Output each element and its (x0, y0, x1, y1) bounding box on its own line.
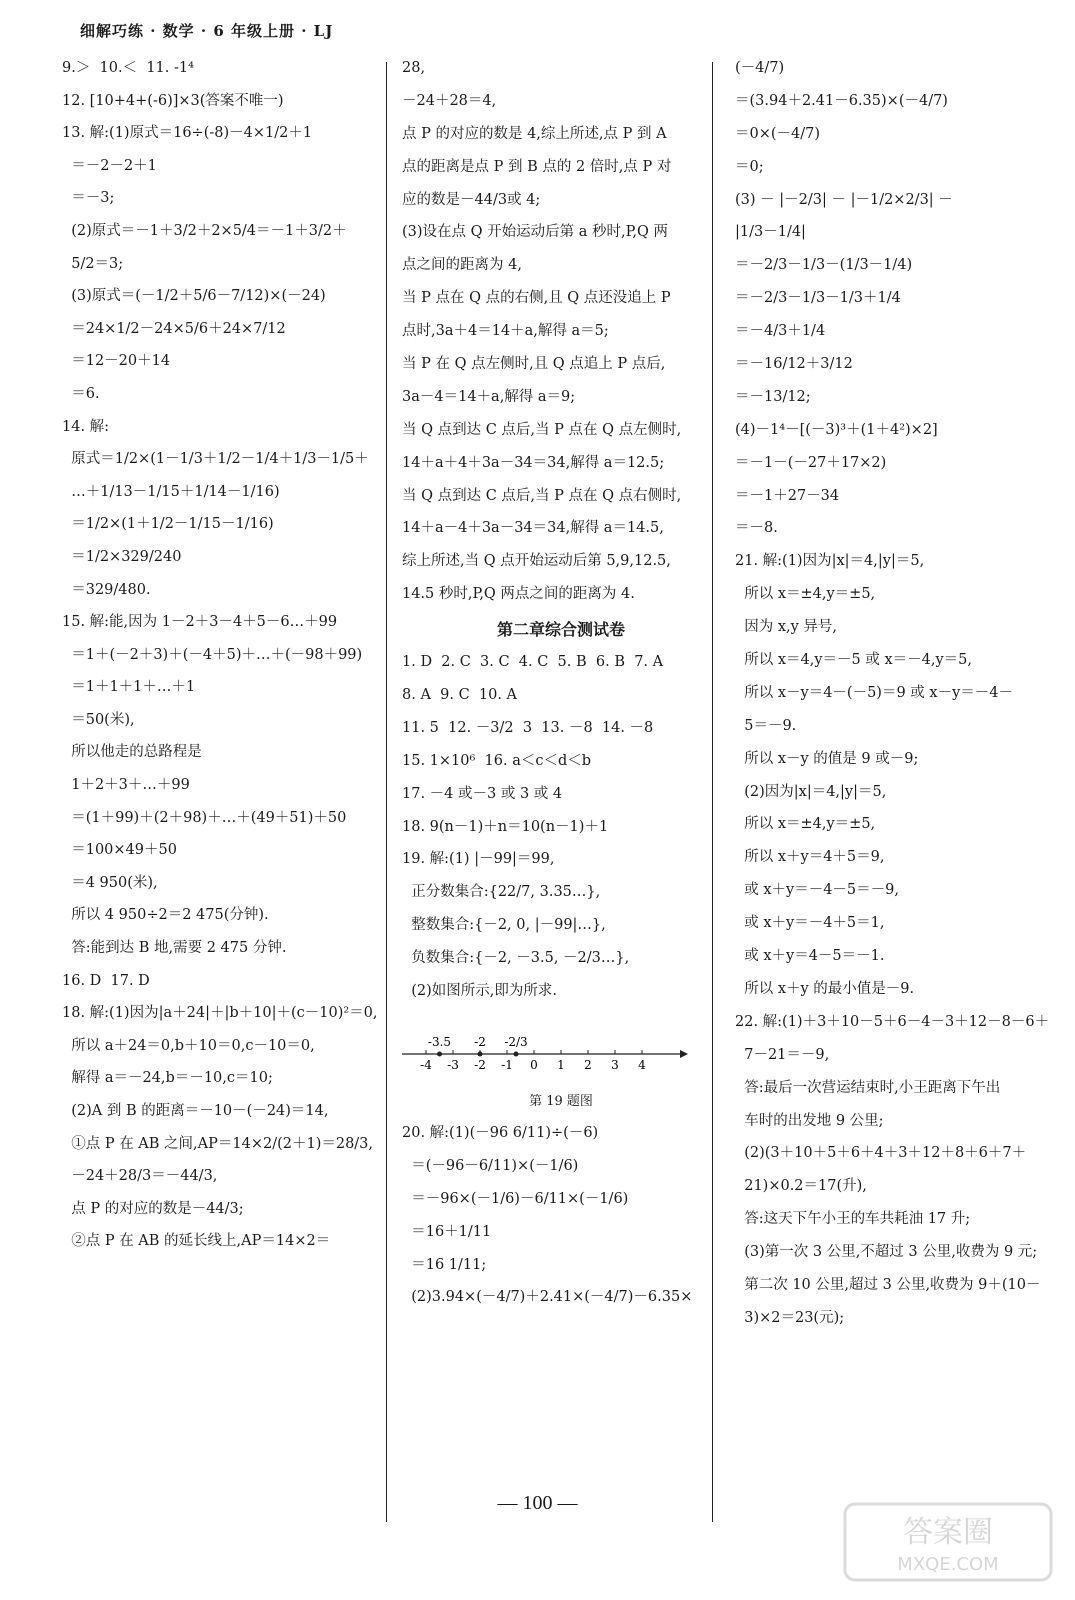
text-line: 点 P 的对应的数是 4,综上所述,点 P 到 A (402, 125, 667, 142)
text-line: ＝1＋1＋1＋…＋1 (62, 679, 196, 696)
text-line: (3)原式＝(－1/2＋5/6－7/12)×(－24) (62, 288, 326, 305)
text-line: －24＋28＝4, (402, 92, 497, 109)
text-line: ＝－3; (62, 190, 115, 207)
text-line: 综上所述,当 Q 点开始运动后第 5,9,12.5, (402, 553, 671, 570)
text-line: 负数集合:{－2, －3.5, －2/3…}, (402, 950, 630, 967)
text-line: 或 x＋y＝4－5＝－1. (735, 948, 885, 965)
column-middle (402, 58, 720, 1320)
text-line: 20. 解:(1)(－96 6/11)÷(－6) (402, 1124, 599, 1141)
text-line: 14. 解: (62, 418, 110, 435)
text-line: 1. D 2. C 3. C 4. C 5. B 6. B 7. A (402, 654, 664, 671)
text-line: ＝－1＋27－34 (735, 487, 840, 504)
text-line: ＝329/480. (62, 581, 151, 598)
section-title: 第二章综合测试卷 (496, 620, 625, 640)
tick-label: 2 (584, 1057, 592, 1072)
text-line: 5/2＝3; (62, 255, 124, 272)
text-line: ＝－2/3－1/3－(1/3－1/4) (735, 257, 913, 274)
text-line: 14＋a－4＋3a－34＝34,解得 a＝14.5, (402, 520, 664, 537)
text-line: …＋1/13－1/15＋1/14－1/16) (62, 483, 280, 500)
text-line: 所以 x＋y＝4＋5＝9, (735, 849, 885, 866)
text-line: 车时的出发地 9 公里; (735, 1112, 884, 1129)
text-line: 15. 解:能,因为 1－2＋3－4＋5－6…＋99 (62, 614, 338, 631)
page-header: 细解巧练 · 数学 · 6 年级上册 · LJ (80, 22, 334, 40)
text-line: ＝－2－2＋1 (62, 157, 157, 174)
tick-label: 0 (530, 1057, 538, 1072)
text-line: 答:能到达 B 地,需要 2 475 分钟. (62, 940, 287, 957)
text-line: (2)(3＋10＋5＋6＋4＋3＋12＋8＋6＋7＋ (735, 1145, 1027, 1162)
tick-label: 1 (557, 1057, 565, 1072)
text-line: |1/3－1/4| (735, 224, 806, 241)
text-line: 14＋a＋4＋3a－34＝34,解得 a＝12.5; (402, 454, 665, 471)
text-line: 所以 x－y 的值是 9 或－9; (735, 750, 919, 767)
text-line: (3) － |－2/3| － |－1/2×2/3| － (735, 191, 953, 208)
text-line: 点之间的距离为 4, (402, 257, 522, 274)
text-line: ＝16 1/11; (402, 1256, 487, 1273)
column-left (62, 58, 382, 1264)
text-line: 所以 x＝±4,y＝±5, (735, 816, 876, 833)
tick-label: -3 (447, 1057, 459, 1072)
text-line: 因为 x,y 异号, (735, 619, 838, 636)
text-line: ＝－4/3＋1/4 (735, 323, 826, 340)
point-marker (514, 1051, 519, 1056)
text-line: 17. －4 或－3 或 3 或 4 (402, 785, 563, 802)
text-line: (3)设在点 Q 开始运动后第 a 秒时,P,Q 两 (402, 224, 669, 241)
tick-label: -1 (501, 1057, 513, 1072)
text-line: 5＝－9. (735, 717, 797, 734)
text-line: 点时,3a＋4＝14＋a,解得 a＝5; (402, 323, 609, 340)
text-line: ＝4 950(米), (62, 874, 158, 891)
text-line: ＝0; (735, 158, 764, 175)
text-line: 1＋2＋3＋…＋99 (62, 777, 190, 794)
text-line: 或 x＋y＝－4＋5＝1, (735, 915, 885, 932)
point-marker (437, 1051, 442, 1056)
column-right (735, 58, 1050, 1341)
text-line: －24＋28/3＝－44/3, (62, 1168, 218, 1185)
svg-text:MXQE.COM: MXQE.COM (897, 1554, 999, 1575)
text-line: 8. A 9. C 10. A (402, 687, 518, 704)
text-line: 所以 x＝4,y＝－5 或 x＝－4,y＝5, (735, 652, 973, 669)
figure-caption: 第 19 题图 (529, 1093, 593, 1109)
text-line: 答:最后一次营运结束时,小王距离下午出 (735, 1079, 1001, 1096)
point-label: -3.5 (427, 1034, 452, 1049)
text-line: (2)如图所示,即为所求. (402, 983, 557, 1000)
text-line: ＝24×1/2－24×5/6＋24×7/12 (62, 320, 286, 337)
text-line: ＝1＋(－2＋3)＋(－4＋5)＋…＋(－98＋99) (62, 646, 363, 663)
text-line: 3)×2＝23(元); (735, 1309, 845, 1326)
text-line: 解得 a＝－24,b＝－10,c＝10; (62, 1070, 273, 1087)
text-line: ＝－8. (735, 520, 778, 537)
text-line: ＝－1－(－27＋17×2) (735, 454, 887, 471)
text-line: ＝(－96－6/11)×(－1/6) (402, 1157, 579, 1174)
text-line: ＝(1＋99)＋(2＋98)＋…＋(49＋51)＋50 (62, 809, 347, 826)
text-line: ＝1/2×(1＋1/2－1/15－1/16) (62, 516, 274, 533)
text-line: ＝100×49＋50 (62, 842, 177, 859)
text-line: (2)原式＝－1＋3/2＋2×5/4＝－1＋3/2＋ (62, 222, 347, 239)
point-label: -2/3 (504, 1034, 528, 1049)
tick-label: 3 (611, 1057, 619, 1072)
text-line: ＝－16/12＋3/12 (735, 356, 853, 373)
text-line: 应的数是－44/3或 4; (402, 191, 541, 208)
text-line: ＝－13/12; (735, 388, 811, 405)
text-line: 18. 9(n－1)＋n＝10(n－1)＋1 (402, 818, 609, 835)
tick-label: -4 (420, 1057, 432, 1072)
text-line: 所以 x＝±4,y＝±5, (735, 586, 876, 603)
text-line: 7－21＝－9, (735, 1046, 830, 1063)
text-line: ＝－96×(－1/6)－6/11×(－1/6) (402, 1190, 629, 1207)
text-line: ＝16＋1/11 (402, 1223, 492, 1240)
text-line: 11. 5 12. －3/2 3 13. －8 14. －8 (402, 719, 654, 736)
page-number: — 100 — (497, 1492, 578, 1514)
text-line: (4)－1⁴－[(－3)³＋(1＋4²)×2] (735, 421, 938, 438)
text-line: ＝50(米), (62, 711, 135, 728)
text-line: ＝1/2×329/240 (62, 548, 182, 565)
svg-text:答案圈: 答案圈 (903, 1515, 993, 1550)
text-line: 第二次 10 公里,超过 3 公里,收费为 9＋(10－ (735, 1276, 1041, 1293)
text-line: 21)×0.2＝17(升), (735, 1178, 867, 1195)
number-line-arrow (680, 1050, 688, 1058)
number-line-figure (402, 1014, 720, 1076)
text-line: 答:这天下午小王的车共耗油 17 升; (735, 1211, 971, 1228)
text-line: 16. D 17. D (62, 972, 150, 989)
text-line: ＝12－20＋14 (62, 353, 171, 370)
text-line: 22. 解:(1)＋3＋10－5＋6－4－3＋12－8－6＋ (735, 1013, 1050, 1030)
text-line: 18. 解:(1)因为|a＋24|＋|b＋10|＋(c－10)²＝0, (62, 1005, 378, 1022)
text-line: 当 P 在 Q 点左侧时,且 Q 点追上 P 点后, (402, 356, 666, 373)
column-divider (386, 62, 387, 1522)
text-line: 当 Q 点到达 C 点后,当 P 点在 Q 点左侧时, (402, 421, 682, 438)
text-line: 所以他走的总路程是 (62, 744, 202, 761)
text-line: 或 x＋y＝－4－5＝－9, (735, 882, 899, 899)
text-line: 13. 解:(1)原式＝16÷(-8)－4×1/2＋1 (62, 125, 313, 142)
text-line: ＝－2/3－1/3－1/3＋1/4 (735, 290, 901, 307)
text-line: (2)3.94×(－4/7)＋2.41×(－4/7)－6.35× (402, 1289, 693, 1306)
text-line: 当 P 点在 Q 点的右侧,且 Q 点还没追上 P (402, 290, 671, 307)
text-line: 15. 1×10⁶ 16. a＜c＜d＜b (402, 752, 592, 769)
text-line: 9.＞ 10.＜ 11. -1⁴ (62, 60, 194, 76)
point-marker (478, 1051, 483, 1056)
point-label: -2 (474, 1034, 486, 1049)
text-line: ＝6. (62, 385, 100, 402)
text-line: 所以 x＋y 的最小值是－9. (735, 980, 915, 997)
text-line: (3)第一次 3 公里,不超过 3 公里,收费为 9 元; (735, 1244, 1038, 1261)
text-line: ＝(3.94＋2.41－6.35)×(－4/7) (735, 92, 948, 109)
text-line: 19. 解:(1) |－99|＝99, (402, 851, 555, 868)
text-line: (－4/7) (735, 60, 785, 76)
text-line: 原式＝1/2×(1－1/3＋1/2－1/4＋1/3－1/5＋ (62, 451, 369, 468)
text-line: ①点 P 在 AB 之间,AP＝14×2/(2＋1)＝28/3, (62, 1135, 374, 1152)
text-line: ②点 P 在 AB 的延长线上,AP＝14×2＝ (62, 1233, 331, 1250)
watermark-logo (843, 1502, 1053, 1582)
text-line: 当 Q 点到达 C 点后,当 P 点在 Q 点右侧时, (402, 487, 682, 504)
text-line: (2)A 到 B 的距离＝－10－(－24)＝14, (62, 1103, 329, 1119)
text-line: 正分数集合:{22/7, 3.35…}, (402, 884, 601, 901)
text-line: 14.5 秒时,P,Q 两点之间的距离为 4. (402, 586, 635, 603)
text-line: 21. 解:(1)因为|x|＝4,|y|＝5, (735, 553, 925, 570)
text-line: 整数集合:{－2, 0, |－99|…}, (402, 917, 606, 934)
text-line: 点 P 的对应的数是－44/3; (62, 1200, 244, 1217)
text-line: 3a－4＝14＋a,解得 a＝9; (402, 388, 576, 405)
tick-label: -2 (474, 1057, 486, 1072)
text-line: 所以 x－y＝4－(－5)＝9 或 x－y＝－4－ (735, 684, 1013, 701)
text-line: 28, (402, 60, 426, 76)
text-line: 点的距离是点 P 到 B 点的 2 倍时,点 P 对 (402, 158, 672, 175)
text-line: (2)因为|x|＝4,|y|＝5, (735, 783, 887, 800)
text-line: 12. [10+4+(-6)]×3(答案不唯一) (62, 92, 284, 109)
text-line: ＝0×(－4/7) (735, 125, 821, 142)
tick-label: 4 (638, 1057, 646, 1072)
text-line: 所以 4 950÷2＝2 475(分钟). (62, 907, 269, 924)
text-line: 所以 a＋24＝0,b＋10＝0,c－10＝0, (62, 1037, 315, 1054)
